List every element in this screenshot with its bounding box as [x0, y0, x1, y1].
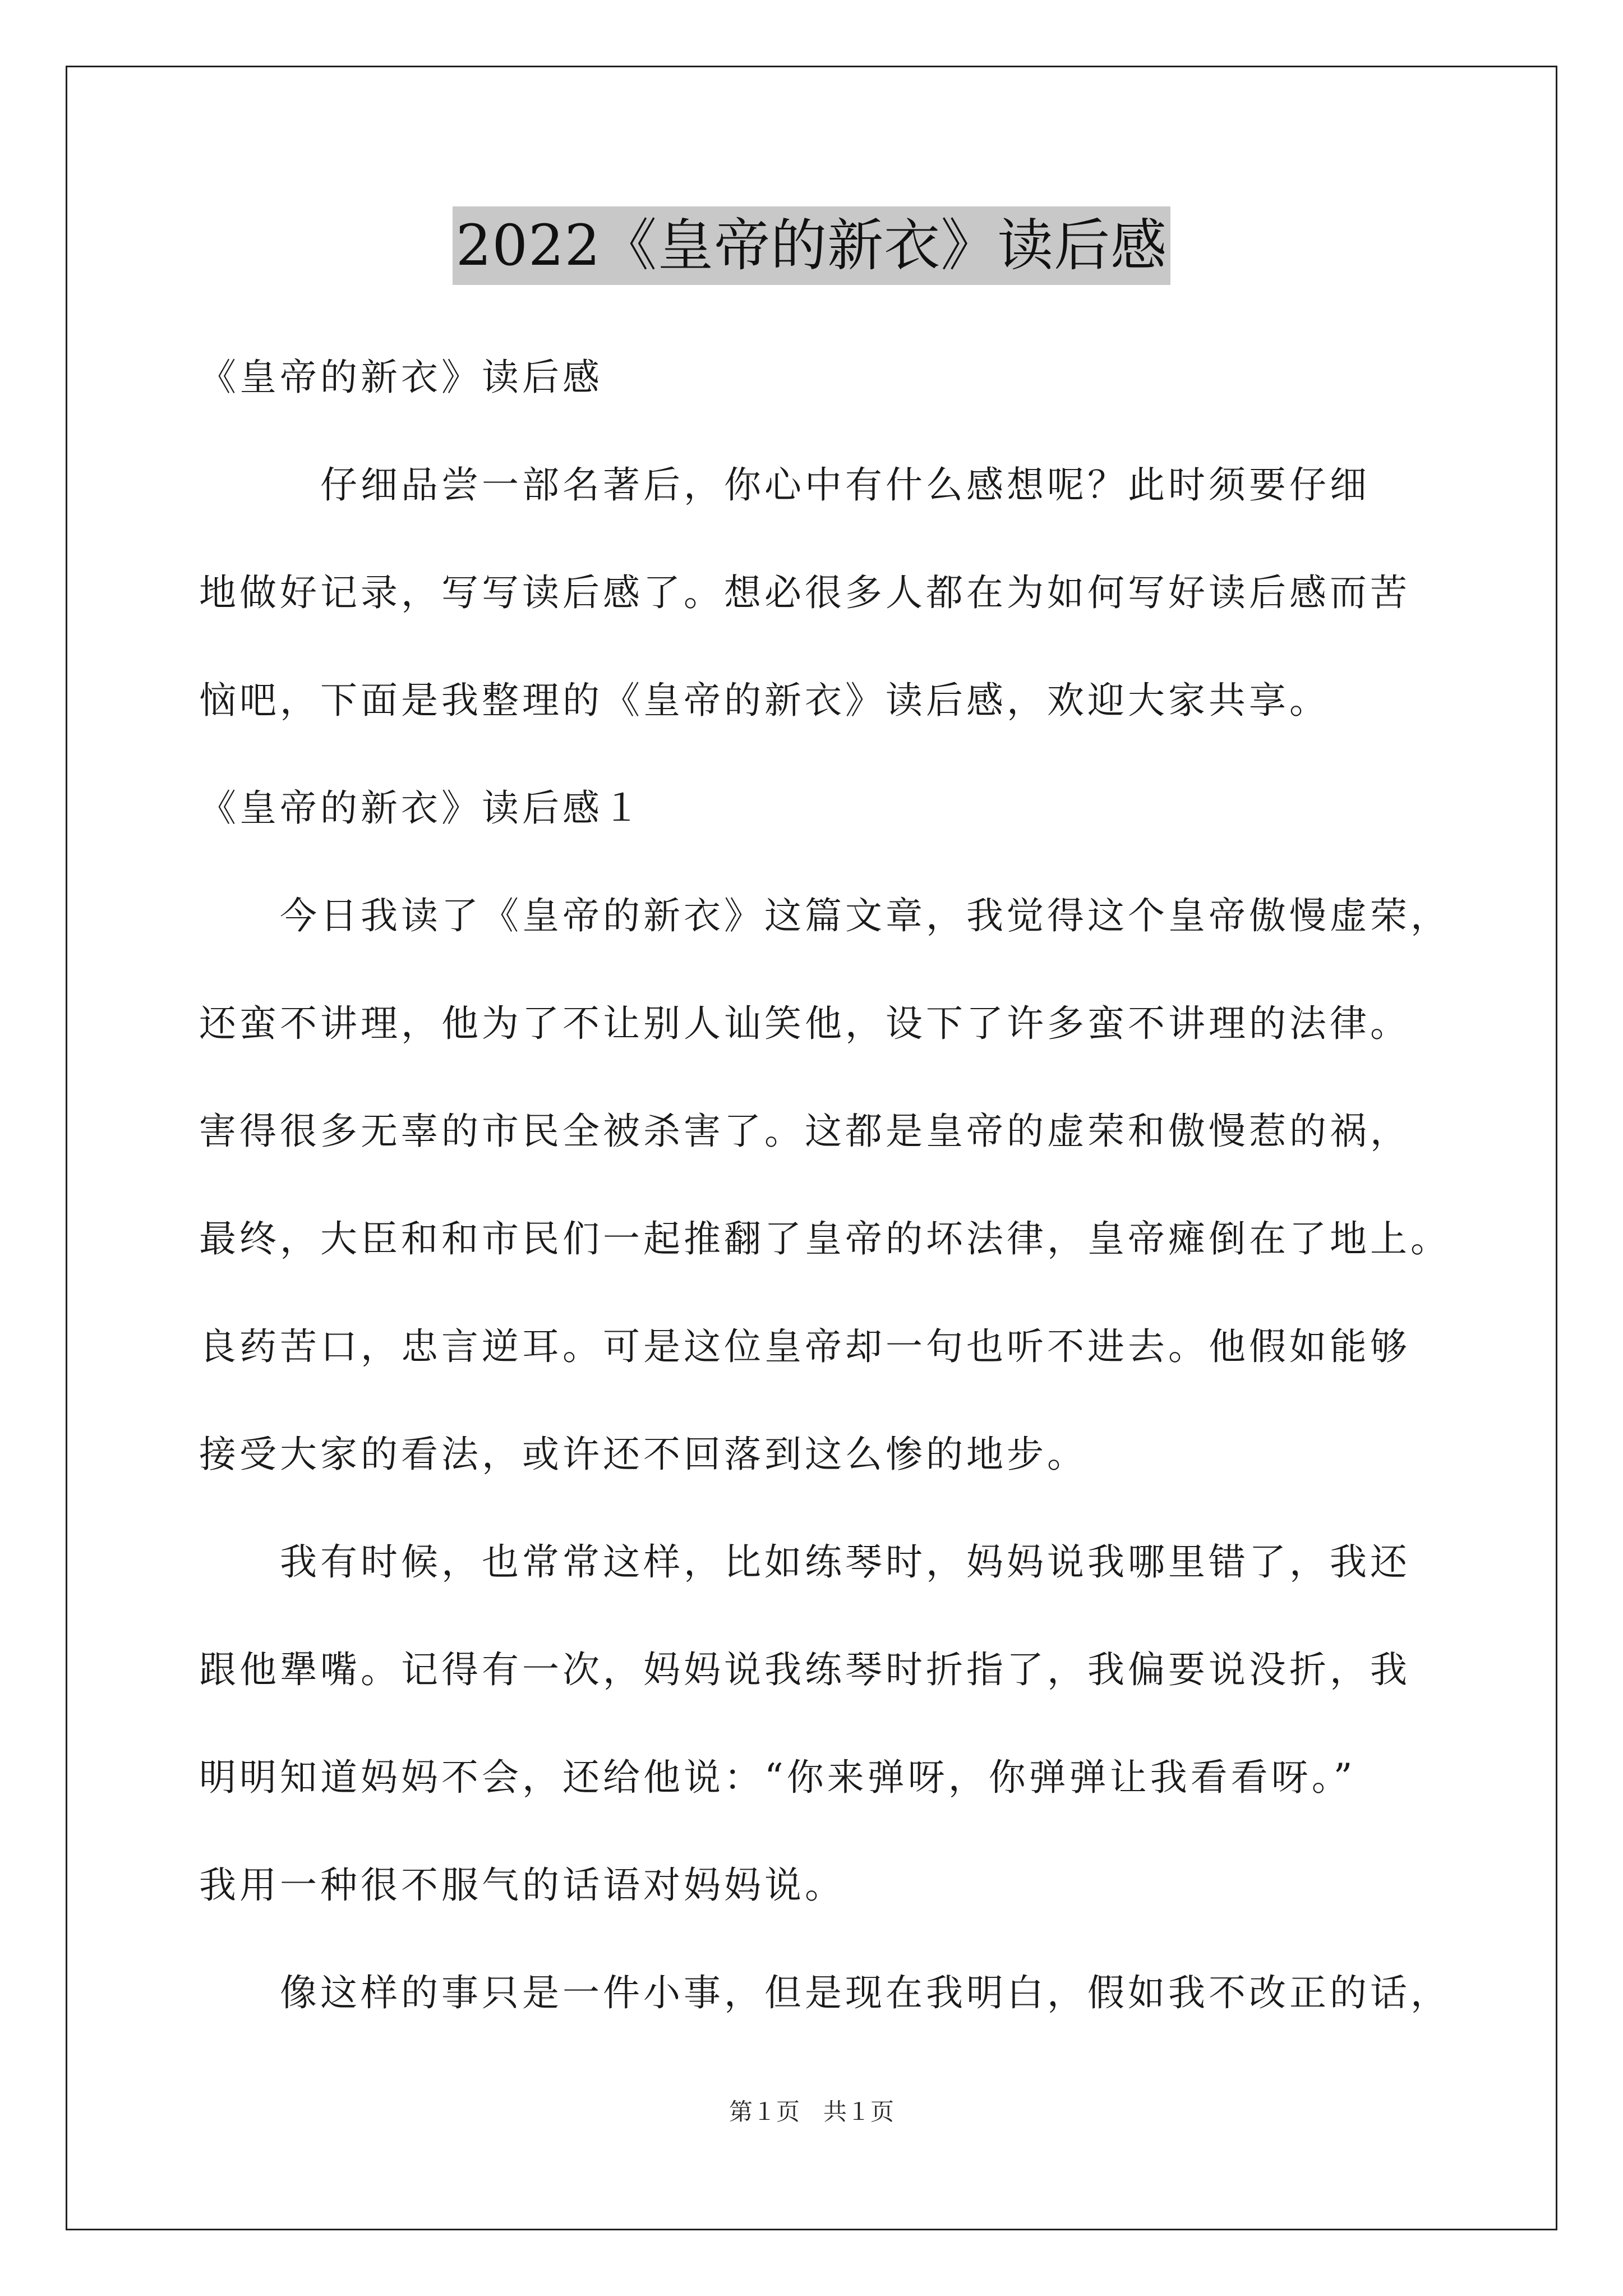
title-container: [0, 206, 1623, 285]
subtitle-line: 《皇帝的新衣》读后感: [199, 356, 603, 399]
body-line: 我用一种很不服气的话语对妈妈说。: [199, 1864, 845, 1907]
body-line: 良药苦口，忠言逆耳。可是这位皇帝却一句也听不进去。他假如能够: [199, 1325, 1410, 1368]
page-footer: 第１页 共１页: [728, 2098, 894, 2125]
body-line: 接受大家的看法，或许还不回落到这么惨的地步。: [199, 1433, 1087, 1476]
body-line: 还蛮不讲理，他为了不让别人讪笑他，设下了许多蛮不讲理的法律。: [199, 1002, 1410, 1045]
body-line: 像这样的事只是一件小事，但是现在我明白，假如我不改正的话，: [199, 1971, 1451, 2014]
body-line: 跟他犟嘴。记得有一次，妈妈说我练琴时折指了，我偏要说没折，我: [199, 1648, 1410, 1691]
document-title: 2022《皇帝的新衣》读后感: [453, 206, 1171, 285]
body-line: 明明知道妈妈不会，还给他说：“你来弹呀，你弹弹让我看看呀。”: [199, 1756, 1356, 1799]
body-line: 害得很多无辜的市民全被杀害了。这都是皇帝的虚荣和傲慢惹的祸，: [199, 1110, 1410, 1153]
section-heading-1: 《皇帝的新衣》读后感１: [199, 786, 643, 830]
intro-line-2: 地做好记录，写写读后感了。想必很多人都在为如何写好读后感而苦: [199, 571, 1410, 614]
intro-line-3: 恼吧，下面是我整理的《皇帝的新衣》读后感，欢迎大家共享。: [199, 679, 1330, 722]
intro-line-1: 仔细品尝一部名著后，你心中有什么感想呢？此时须要仔细: [199, 463, 1370, 507]
body-line: 今日我读了《皇帝的新衣》这篇文章，我觉得这个皇帝傲慢虚荣，: [199, 894, 1451, 937]
body-line: 我有时候，也常常这样，比如练琴时，妈妈说我哪里错了，我还: [199, 1540, 1410, 1584]
body-line: 最终，大臣和和市民们一起推翻了皇帝的坏法律，皇帝瘫倒在了地上。: [199, 1217, 1451, 1260]
